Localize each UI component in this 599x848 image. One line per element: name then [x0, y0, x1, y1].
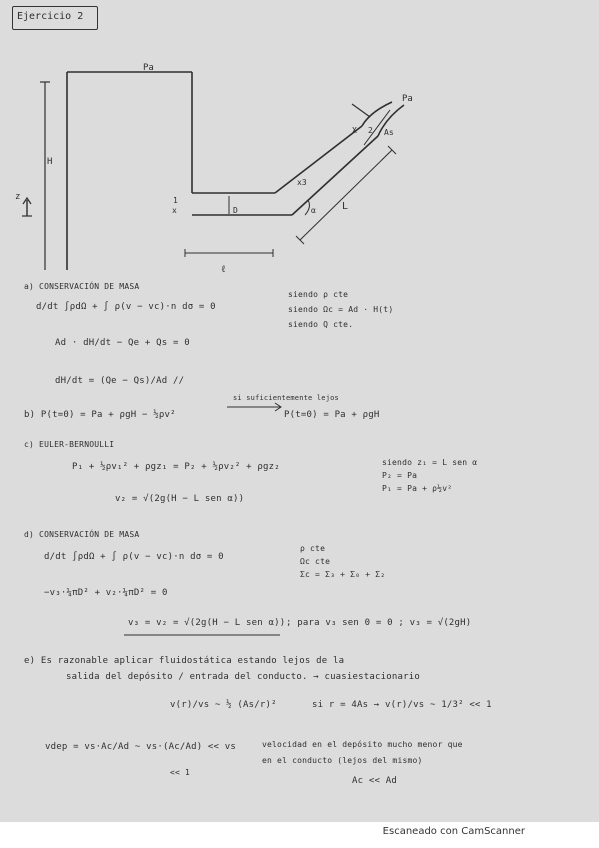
sec-d-cond3: Σc = Σ₃ + Σ₀ + Σ₂ [300, 570, 386, 579]
exercise-title: Ejercicio 2 [17, 11, 84, 22]
h-label: H [47, 157, 53, 167]
sec-a-eq2: Ad · dH/dt − Qe + Qs = 0 [55, 338, 190, 348]
sec-a-eq1: d/dt ∫ρdΩ + ∫ ρ(v − vc)·n dσ = 0 [36, 302, 216, 312]
sec-a-cond1: siendo ρ cte [288, 290, 349, 299]
sec-e-line2: salida del depósito / entrada del conducto. → cuasiestacionario [66, 672, 420, 682]
sec-e-note3: Ac << Ad [352, 776, 397, 786]
sec-b-eq: b) P(t=0) = Pa + ρgH − ½ρv² [24, 410, 176, 420]
sec-b-result: P(t=0) = Pa + ρgH [284, 410, 380, 420]
scanner-watermark: Escaneado con CamScanner [382, 826, 525, 837]
sec-d-eq1: d/dt ∫ρdΩ + ∫ ρ(v − vc)·n dσ = 0 [44, 552, 224, 562]
sec-c-eq2: v₂ = √(2g(H − L sen α)) [115, 494, 245, 504]
sec-e-eq1b: si r = 4As → v(r)/vs ~ 1/3² << 1 [312, 700, 492, 710]
sec-d-eq3: v₃ = v₂ = √(2g(H − L sen α)) [128, 618, 286, 628]
x2-label: X [352, 126, 357, 135]
sec-e-note2: en el conducto (lejos del mismo) [262, 756, 423, 765]
sec-d-note: ; para v₃ sen 0 = 0 ; v₃ = √(2gH) [286, 618, 472, 628]
sec-e-eq1: v(r)/vs ~ ½ (As/r)² [170, 700, 277, 710]
sec-a-heading: a) CONSERVACIÓN DE MASA [24, 282, 140, 291]
sec-e-note1: velocidad en el depósito mucho menor que [262, 740, 463, 749]
pipe-top-inclined [275, 126, 362, 193]
pa-right-label: Pa [402, 94, 413, 104]
sec-e-line1: e) Es razonable aplicar fluidostática estando lejos de la [24, 656, 345, 666]
outlet-arrow [352, 104, 370, 117]
sec-d-heading: d) CONSERVACIÓN DE MASA [24, 530, 140, 539]
sec-d-underline [122, 632, 282, 638]
point-1-label: 1 [173, 196, 178, 205]
tank-diagram [0, 0, 599, 290]
sec-c-eq1: P₁ + ½ρv₁² + ρgz₁ = P₂ + ½ρv₂² + ρgz₂ [72, 462, 280, 472]
ell-label: ℓ [221, 264, 226, 275]
sec-d-cond2: Ωc cte [300, 557, 331, 566]
sec-d-cond1: ρ cte [300, 544, 326, 553]
alpha-label: α [311, 206, 316, 215]
sec-c-cond1: siendo z₁ = L sen α [382, 458, 478, 467]
sec-a-cond3: siendo Q cte. [288, 320, 354, 329]
sec-c-heading: c) EULER-BERNOULLI [24, 440, 115, 449]
x1-label: x [172, 206, 177, 215]
x3-label: x3 [297, 178, 307, 187]
point-2-label: 2 [368, 126, 373, 135]
pipe-bottom-inclined [292, 136, 378, 215]
sec-a-eq3: dH/dt = (Qe − Qs)/Ad // [55, 376, 185, 386]
sec-e-eq2: vdep = vs·Ac/Ad ~ vs·(Ac/Ad) << vs [45, 742, 237, 752]
sec-c-cond2: P₂ = Pa [382, 471, 418, 480]
footer [0, 822, 599, 848]
d-label: D [233, 206, 238, 215]
l-label: L [342, 201, 349, 212]
sec-d-eq2: −v₃·¼πD² + v₂·¼πD² = 0 [44, 588, 168, 598]
sec-a-cond2: siendo Ωc = Ad · H(t) [288, 305, 394, 314]
sec-b-arrow [225, 402, 285, 412]
sec-b-note: si suficientemente lejos [233, 394, 339, 402]
as-label: As [384, 128, 394, 137]
z-label: z [15, 192, 21, 202]
sec-c-cond3: P₁ = Pa + ρ½v² [382, 484, 453, 493]
pa-top-label: Pa [143, 63, 154, 73]
sec-e-ll1: << 1 [170, 768, 191, 777]
